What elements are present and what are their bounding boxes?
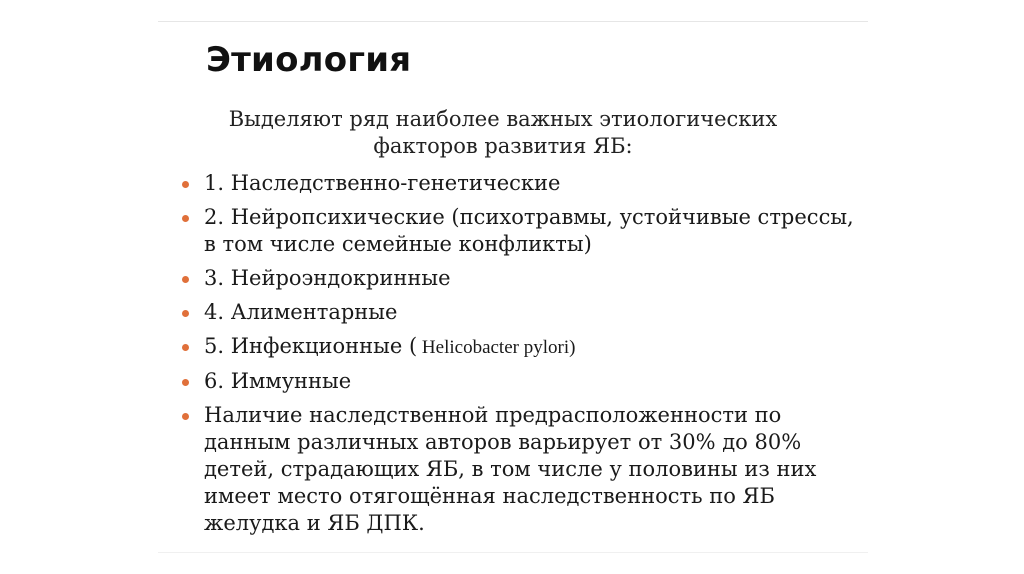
pathogen-name: Helicobacter pylori) xyxy=(417,337,576,358)
factor-list xyxy=(158,170,858,545)
bullet-dot-icon xyxy=(182,181,189,188)
list-item-text: 6. Иммунные xyxy=(204,369,352,393)
bullet-dot-icon xyxy=(182,344,189,351)
list-item-text: Наличие наследственной предрасположенности по данным различных авторов варьирует от 30% до 80% детей, страдающих ЯБ, в том числе у половины из них имеет место отягощённая наследственность по ЯБ желудка и ЯБ ДПК. xyxy=(204,403,817,535)
list-item-immune xyxy=(158,368,858,395)
bullet-dot-icon xyxy=(182,276,189,283)
list-item-text: 2. Нейропсихические (психотравмы, устойчивые стрессы, в том числе семейные конфликты) xyxy=(204,205,854,256)
bullet-dot-icon xyxy=(182,413,189,420)
list-item-infectious xyxy=(158,333,858,361)
list-item-alimentary xyxy=(158,299,858,326)
list-item-text: 1. Наследственно-генетические xyxy=(204,171,561,195)
bullet-dot-icon xyxy=(182,215,189,222)
list-item-hereditary xyxy=(158,170,858,197)
list-item-text: 4. Алиментарные xyxy=(204,300,398,324)
bullet-dot-icon xyxy=(182,379,189,386)
slide xyxy=(158,22,868,552)
list-item-neuropsychic xyxy=(158,204,858,258)
intro-text: Выделяют ряд наиболее важных этиологических факторов развития ЯБ: xyxy=(228,107,778,158)
list-item-neuroendocrine xyxy=(158,265,858,292)
list-item-text: 5. Инфекционные ( xyxy=(204,334,418,358)
bullet-dot-icon xyxy=(182,310,189,317)
list-item-heredity-note xyxy=(158,402,858,537)
slide-title: Этиология xyxy=(206,40,412,80)
list-item-text: 3. Нейроэндокринные xyxy=(204,266,451,290)
